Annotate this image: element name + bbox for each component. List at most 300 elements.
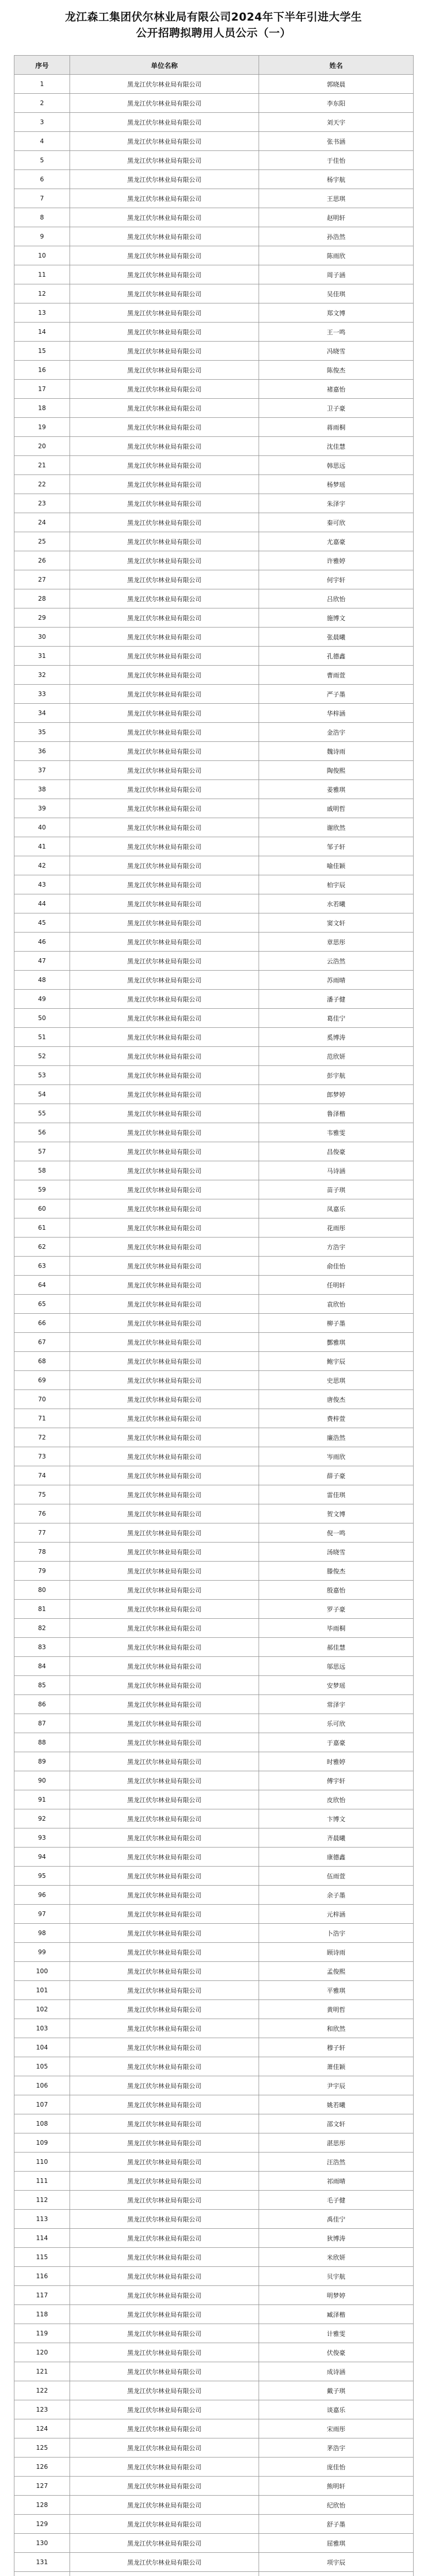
cell-name: 姚若曦 [259,2095,414,2114]
cell-unit: 黑龙江伏尔林业局有限公司 [70,494,259,513]
cell-no: 44 [14,894,70,913]
table-row [14,456,414,475]
cell-no: 95 [14,1867,70,1886]
cell-no: 119 [14,2324,70,2343]
cell-no: 83 [14,1638,70,1657]
cell-unit: 黑龙江伏尔林业局有限公司 [70,2438,259,2458]
cell-name: 陶俊熙 [259,761,414,780]
table-row [14,990,414,1009]
cell-no: 87 [14,1714,70,1733]
table-row [14,1276,414,1295]
table-row [14,1123,414,1142]
cell-unit: 黑龙江伏尔林业局有限公司 [70,1276,259,1295]
cell-unit: 黑龙江伏尔林业局有限公司 [70,780,259,799]
cell-name: 邹子轩 [259,837,414,856]
cell-name: 史思琪 [259,1371,414,1390]
table-row [14,418,414,437]
cell-name: 祁雨晴 [259,2172,414,2191]
cell-no: 58 [14,1161,70,1180]
cell-unit: 黑龙江伏尔林业局有限公司 [70,2381,259,2400]
cell-unit: 黑龙江伏尔林业局有限公司 [70,323,259,342]
cell-name: 鲁泽楷 [259,1104,414,1123]
cell-name: 毕雨桐 [259,1619,414,1638]
table-row [14,2153,414,2172]
cell-unit: 黑龙江伏尔林业局有限公司 [70,399,259,418]
cell-name: 孔德鑫 [259,647,414,666]
table-row [14,2343,414,2362]
table-row [14,170,414,189]
cell-no: 51 [14,1028,70,1047]
cell-name: 苏雨晴 [259,971,414,990]
cell-no: 56 [14,1123,70,1142]
cell-name: 柏宇辰 [259,875,414,894]
cell-name: 魏诗雨 [259,742,414,761]
table-row [14,1352,414,1371]
cell-no: 38 [14,780,70,799]
cell-name: 倪一鸣 [259,1523,414,1543]
cell-no: 8 [14,208,70,227]
cell-no: 32 [14,666,70,685]
cell-unit: 黑龙江伏尔林业局有限公司 [70,2515,259,2534]
cell-name: 孙浩然 [259,227,414,246]
cell-name: 王一鸣 [259,323,414,342]
cell-name: 乐可欣 [259,1714,414,1733]
table-row [14,2419,414,2438]
cell-unit: 黑龙江伏尔林业局有限公司 [70,1733,259,1752]
cell-unit: 黑龙江伏尔林业局有限公司 [70,2419,259,2438]
table-row [14,1104,414,1123]
cell-no: 117 [14,2286,70,2305]
cell-unit: 黑龙江伏尔林业局有限公司 [70,437,259,456]
cell-unit: 黑龙江伏尔林业局有限公司 [70,1924,259,1943]
cell-no: 69 [14,1371,70,1390]
cell-name: 袁欣怡 [259,1295,414,1314]
cell-unit: 黑龙江伏尔林业局有限公司 [70,704,259,723]
cell-name: 尹宇辰 [259,2076,414,2095]
table-row [14,2477,414,2496]
cell-no: 78 [14,1543,70,1562]
cell-name: 时雅婷 [259,1752,414,1771]
cell-name: 尤嘉豪 [259,532,414,551]
table-row [14,933,414,952]
cell-name: 郭晓晨 [259,75,414,94]
cell-unit: 黑龙江伏尔林业局有限公司 [70,2534,259,2553]
table-row [14,2458,414,2477]
cell-name: 安梦瑶 [259,1676,414,1695]
table-row [14,1142,414,1161]
table-row [14,1523,414,1543]
table-row [14,2172,414,2191]
cell-name: 岑雨欣 [259,1447,414,1466]
cell-unit: 黑龙江伏尔林业局有限公司 [70,1047,259,1066]
table-row [14,818,414,837]
cell-name: 孟俊熙 [259,1962,414,1981]
table-row [14,380,414,399]
cell-unit: 黑龙江伏尔林业局有限公司 [70,1333,259,1352]
table-row [14,1809,414,1828]
cell-no: 17 [14,380,70,399]
title-line-2: 公开招聘拟聘用人员公示（一） [136,27,291,39]
cell-no: 128 [14,2496,70,2515]
cell-name: 姜雅琪 [259,780,414,799]
cell-unit: 黑龙江伏尔林业局有限公司 [70,742,259,761]
cell-name: 伏俊豪 [259,2343,414,2362]
table-row [14,2324,414,2343]
cell-no: 127 [14,2477,70,2496]
cell-name: 郎梦婷 [259,1085,414,1104]
cell-unit: 黑龙江伏尔林业局有限公司 [70,1371,259,1390]
table-row [14,265,414,284]
cell-unit: 黑龙江伏尔林业局有限公司 [70,837,259,856]
cell-no: 2 [14,94,70,113]
table-row [14,628,414,647]
cell-unit: 黑龙江伏尔林业局有限公司 [70,1581,259,1600]
cell-no: 53 [14,1066,70,1085]
cell-unit: 黑龙江伏尔林业局有限公司 [70,227,259,246]
table-row [14,1943,414,1962]
cell-no: 75 [14,1485,70,1504]
table-row [14,2019,414,2038]
cell-no: 14 [14,323,70,342]
cell-no: 36 [14,742,70,761]
cell-no: 64 [14,1276,70,1295]
cell-unit: 黑龙江伏尔林业局有限公司 [70,1828,259,1848]
cell-unit: 黑龙江伏尔林业局有限公司 [70,2000,259,2019]
cell-unit: 黑龙江伏尔林业局有限公司 [70,551,259,570]
cell-unit: 黑龙江伏尔林业局有限公司 [70,570,259,589]
cell-unit: 黑龙江伏尔林业局有限公司 [70,1352,259,1371]
table-row [14,1562,414,1581]
cell-unit: 黑龙江伏尔林业局有限公司 [70,2496,259,2515]
cell-name: 杨宇航 [259,170,414,189]
cell-unit: 黑龙江伏尔林业局有限公司 [70,1009,259,1028]
cell-name: 冯晓雪 [259,342,414,361]
table-row [14,2191,414,2210]
cell-name: 蒋雨桐 [259,418,414,437]
table-row [14,1180,414,1199]
cell-name: 臧泽楷 [259,2305,414,2324]
cell-unit: 黑龙江伏尔林业局有限公司 [70,1428,259,1447]
cell-no: 84 [14,1657,70,1676]
cell-name: 雷佳琪 [259,1485,414,1504]
cell-no: 76 [14,1504,70,1523]
cell-name: 秦可欣 [259,513,414,532]
cell-no: 47 [14,952,70,971]
table-row [14,608,414,628]
table-row [14,1161,414,1180]
cell-name: 韩思远 [259,456,414,475]
cell-unit: 黑龙江伏尔林业局有限公司 [70,647,259,666]
table-row [14,1867,414,1886]
table-row [14,1771,414,1790]
cell-no: 16 [14,361,70,380]
cell-unit: 黑龙江伏尔林业局有限公司 [70,2076,259,2095]
cell-no: 28 [14,589,70,608]
cell-no: 130 [14,2534,70,2553]
cell-no: 49 [14,990,70,1009]
cell-unit: 黑龙江伏尔林业局有限公司 [70,1638,259,1657]
cell-unit: 黑龙江伏尔林业局有限公司 [70,666,259,685]
cell-no: 1 [14,75,70,94]
cell-name: 湛思彤 [259,2133,414,2153]
cell-no [14,2572,70,2576]
cell-name: 奚博涛 [259,1028,414,1047]
cell-unit: 黑龙江伏尔林业局有限公司 [70,2305,259,2324]
cell-name: 酆雅琪 [259,1333,414,1352]
table-row [14,189,414,208]
cell-name: 纪欣怡 [259,2496,414,2515]
cell-no: 74 [14,1466,70,1485]
cell-name: 华梓涵 [259,704,414,723]
cell-no: 68 [14,1352,70,1371]
cell-no: 62 [14,1238,70,1257]
header-name: 姓名 [259,56,414,75]
cell-unit: 黑龙江伏尔林业局有限公司 [70,2133,259,2153]
table-row [14,1619,414,1638]
cell-unit: 黑龙江伏尔林业局有限公司 [70,2324,259,2343]
cell-name: 廉浩然 [259,1428,414,1447]
cell-unit: 黑龙江伏尔林业局有限公司 [70,75,259,94]
header-no: 序号 [14,56,70,75]
cell-no: 107 [14,2095,70,2114]
cell-unit: 黑龙江伏尔林业局有限公司 [70,1809,259,1828]
cell-name: 萧佳颖 [259,2057,414,2076]
cell-unit: 黑龙江伏尔林业局有限公司 [70,894,259,913]
cell-unit: 黑龙江伏尔林业局有限公司 [70,1314,259,1333]
cell-unit: 黑龙江伏尔林业局有限公司 [70,265,259,284]
cell-name: 彭宇航 [259,1066,414,1085]
cell-no: 90 [14,1771,70,1790]
table-row [14,2438,414,2458]
header-unit: 单位名称 [70,56,259,75]
cell-name: 喻佳颖 [259,856,414,875]
table-row [14,1066,414,1085]
cell-no: 40 [14,818,70,837]
cell-unit: 黑龙江伏尔林业局有限公司 [70,1218,259,1238]
cell-unit: 黑龙江伏尔林业局有限公司 [70,303,259,323]
cell-unit: 黑龙江伏尔林业局有限公司 [70,1523,259,1543]
cell-no: 26 [14,551,70,570]
cell-name: 郑文博 [259,303,414,323]
cell-no: 92 [14,1809,70,1828]
cell-no: 60 [14,1199,70,1218]
cell-no: 77 [14,1523,70,1543]
table-row [14,1028,414,1047]
cell-name: 于佳怡 [259,151,414,170]
cell-unit: 黑龙江伏尔林业局有限公司 [70,1085,259,1104]
cell-name: 舒子墨 [259,2515,414,2534]
cell-unit: 黑龙江伏尔林业局有限公司 [70,875,259,894]
cell-name: 葛佳宁 [259,1009,414,1028]
cell-no: 65 [14,1295,70,1314]
table-row [14,1676,414,1695]
cell-name: 谢欣然 [259,818,414,837]
table-row [14,1199,414,1218]
cell-name: 穆子轩 [259,2038,414,2057]
cell-name: 平雅琪 [259,1981,414,2000]
table-row [14,647,414,666]
candidate-table [14,55,414,2576]
cell-name: 项宇辰 [259,2553,414,2572]
cell-no: 97 [14,1905,70,1924]
cell-no: 88 [14,1733,70,1752]
cell-unit: 黑龙江伏尔林业局有限公司 [70,1123,259,1142]
table-row [14,227,414,246]
cell-name: 康德鑫 [259,1848,414,1867]
table-row [14,1218,414,1238]
cell-no: 52 [14,1047,70,1066]
table-row [14,437,414,456]
cell-unit: 黑龙江伏尔林业局有限公司 [70,132,259,151]
cell-unit: 黑龙江伏尔林业局有限公司 [70,2477,259,2496]
cell-unit: 黑龙江伏尔林业局有限公司 [70,2362,259,2381]
cell-no: 103 [14,2019,70,2038]
cell-name: 花雨彤 [259,1218,414,1238]
table-row [14,952,414,971]
cell-name: 殷嘉怡 [259,1581,414,1600]
cell-name: 唐俊杰 [259,1390,414,1409]
cell-no: 21 [14,456,70,475]
table-row [14,246,414,265]
cell-no: 80 [14,1581,70,1600]
cell-no: 73 [14,1447,70,1466]
cell-unit: 黑龙江伏尔林业局有限公司 [70,1485,259,1504]
cell-unit: 黑龙江伏尔林业局有限公司 [70,818,259,837]
cell-no: 43 [14,875,70,894]
table-header-row [14,56,414,75]
cell-no: 101 [14,1981,70,2000]
table-row [14,780,414,799]
cell-no: 71 [14,1409,70,1428]
cell-no: 115 [14,2248,70,2267]
cell-unit: 黑龙江伏尔林业局有限公司 [70,1790,259,1809]
cell-name: 凤嘉乐 [259,1199,414,1218]
table-row [14,875,414,894]
cell-name: 严子墨 [259,685,414,704]
cell-name: 赵明轩 [259,208,414,227]
cell-no: 106 [14,2076,70,2095]
cell-name: 罗子豪 [259,1600,414,1619]
table-row [14,1047,414,1066]
cell-name: 许雅婷 [259,551,414,570]
cell-no: 66 [14,1314,70,1333]
cell-no: 37 [14,761,70,780]
cell-unit: 黑龙江伏尔林业局有限公司 [70,1962,259,1981]
cell-no: 54 [14,1085,70,1104]
table-row [14,2496,414,2515]
table-row [14,1695,414,1714]
cell-name: 郝佳慧 [259,1638,414,1657]
table-row [14,913,414,933]
table-row [14,1447,414,1466]
cell-no: 72 [14,1428,70,1447]
table-row [14,1905,414,1924]
table-row [14,2038,414,2057]
cell-no: 99 [14,1943,70,1962]
table-row [14,2248,414,2267]
cell-name: 常泽宇 [259,1695,414,1714]
cell-no: 5 [14,151,70,170]
cell-no: 50 [14,1009,70,1028]
cell-unit: 黑龙江伏尔林业局有限公司 [70,1676,259,1695]
cell-name: 吕欣怡 [259,589,414,608]
cell-no: 63 [14,1257,70,1276]
table-row [14,1085,414,1104]
cell-no: 126 [14,2458,70,2477]
table-row [14,2305,414,2324]
cell-name: 熊明轩 [259,2477,414,2496]
table-row [14,570,414,589]
cell-name: 陈俊杰 [259,361,414,380]
cell-no: 55 [14,1104,70,1123]
table-row [14,323,414,342]
cell-unit: 黑龙江伏尔林业局有限公司 [70,475,259,494]
table-row [14,1752,414,1771]
cell-unit: 黑龙江伏尔林业局有限公司 [70,1867,259,1886]
table-row [14,1981,414,2000]
cell-no: 57 [14,1142,70,1161]
cell-no: 94 [14,1848,70,1867]
cell-name: 戴子琪 [259,2381,414,2400]
table-row [14,1790,414,1809]
cell-unit: 黑龙江伏尔林业局有限公司 [70,589,259,608]
cell-unit: 黑龙江伏尔林业局有限公司 [70,2553,259,2572]
cell-unit: 黑龙江伏尔林业局有限公司 [70,2458,259,2477]
cell-name: 俞佳怡 [259,1257,414,1276]
cell-name: 滕俊杰 [259,1562,414,1581]
table-row [14,132,414,151]
cell-unit: 黑龙江伏尔林业局有限公司 [70,532,259,551]
cell-unit: 黑龙江伏尔林业局有限公司 [70,284,259,303]
cell-unit: 黑龙江伏尔林业局有限公司 [70,2343,259,2362]
table-row [14,2515,414,2534]
cell-unit: 黑龙江伏尔林业局有限公司 [70,1295,259,1314]
table-row [14,2553,414,2572]
cell-name: 张晨曦 [259,628,414,647]
cell-name: 韦雅雯 [259,1123,414,1142]
cell-unit: 黑龙江伏尔林业局有限公司 [70,2191,259,2210]
table-row [14,1714,414,1733]
cell-name: 卜浩宇 [259,1924,414,1943]
cell-no: 129 [14,2515,70,2534]
table-row [14,894,414,913]
cell-unit: 黑龙江伏尔林业局有限公司 [70,1981,259,2000]
cell-unit: 黑龙江伏尔林业局有限公司 [70,1543,259,1562]
table-row [14,1581,414,1600]
cell-no: 59 [14,1180,70,1199]
cell-no: 34 [14,704,70,723]
cell-no: 30 [14,628,70,647]
table-row [14,2114,414,2133]
cell-no: 113 [14,2210,70,2229]
cell-unit: 黑龙江伏尔林业局有限公司 [70,1390,259,1409]
table-row [14,1257,414,1276]
page-title [14,0,413,55]
cell-name: 戚明哲 [259,799,414,818]
table-row [14,113,414,132]
cell-no: 116 [14,2267,70,2286]
cell-name: 费梓萱 [259,1409,414,1428]
cell-unit: 黑龙江伏尔林业局有限公司 [70,94,259,113]
cell-name: 张书涵 [259,132,414,151]
table-row [14,2076,414,2095]
table-row [14,1238,414,1257]
cell-unit: 黑龙江伏尔林业局有限公司 [70,2229,259,2248]
cell-no: 23 [14,494,70,513]
cell-no: 11 [14,265,70,284]
cell-name: 明梦婷 [259,2286,414,2305]
table-row [14,1600,414,1619]
